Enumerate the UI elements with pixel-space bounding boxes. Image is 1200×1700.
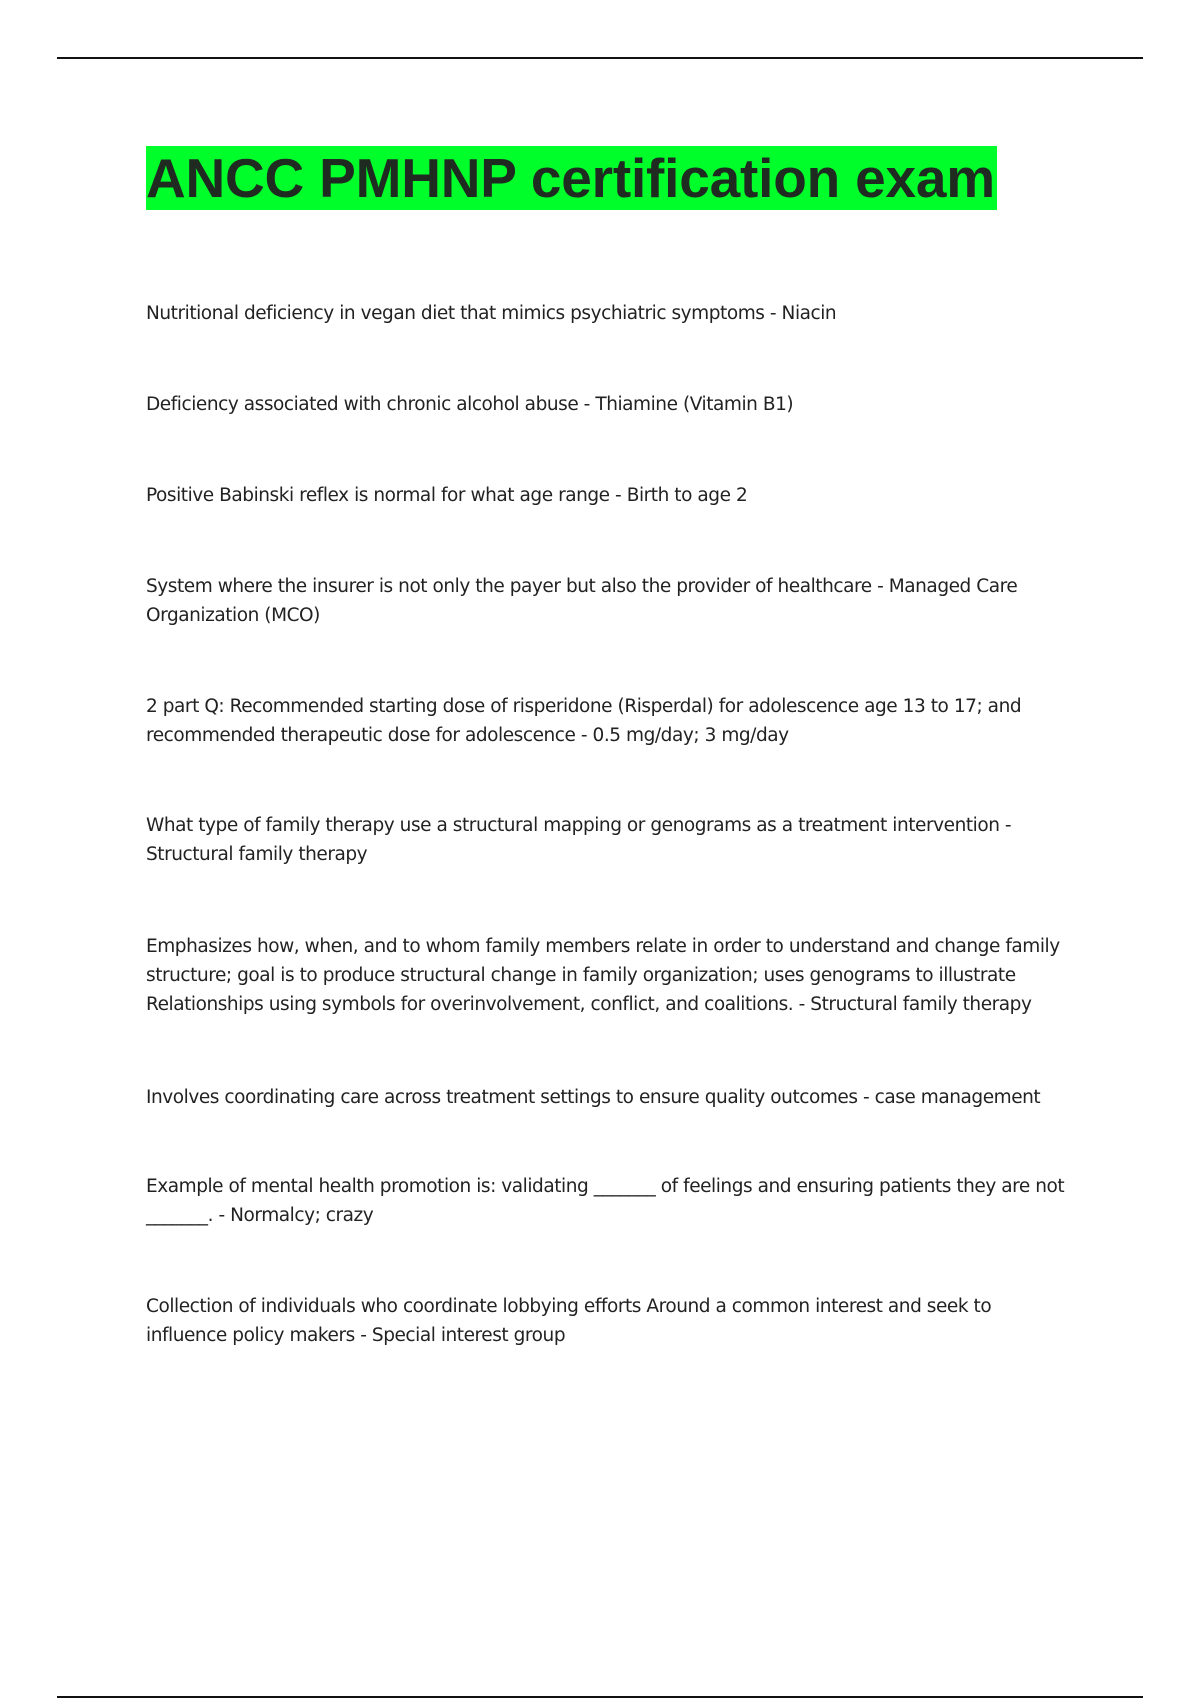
title-highlight [146, 146, 997, 210]
qa-entry-9: Example of mental health promotion is: validating _______ of feelings and ensuring patients they are not _______. - Normalcy; crazy [146, 1176, 1065, 1226]
qa-entry-7: Emphasizes how, when, and to whom family members relate in order to understand and change family structure; goal is to produce structural change in family organization; uses genograms to illustrate Relationships using symbols for overinvolvement, conflict, and coalitions. - Structural family therapy [146, 936, 1060, 1015]
qa-entry-10: Collection of individuals who coordinate lobbying efforts Around a common interest and seek to influence policy makers - Special interest group [146, 1296, 992, 1346]
qa-entry-5: 2 part Q: Recommended starting dose of risperidone (Risperdal) for adolescence age 13 to 17; and recommended therapeutic dose for adolescence - 0.5 mg/day; 3 mg/day [146, 696, 1022, 746]
qa-entry-2: Deficiency associated with chronic alcohol abuse - Thiamine (Vitamin B1) [146, 394, 794, 415]
qa-entry-6: What type of family therapy use a structural mapping or genograms as a treatment intervention - Structural family therapy [146, 815, 1012, 865]
document-title: ANCC PMHNP certification exam [146, 147, 995, 209]
top-divider [57, 57, 1143, 59]
qa-entry-8: Involves coordinating care across treatment settings to ensure quality outcomes - case management [146, 1087, 1041, 1108]
qa-entry-3: Positive Babinski reflex is normal for what age range - Birth to age 2 [146, 485, 748, 506]
bottom-divider [57, 1696, 1143, 1698]
qa-entry-1: Nutritional deficiency in vegan diet that mimics psychiatric symptoms - Niacin [146, 303, 837, 324]
qa-entry-4: System where the insurer is not only the payer but also the provider of healthcare - Managed Care Organization (MCO) [146, 576, 1018, 626]
